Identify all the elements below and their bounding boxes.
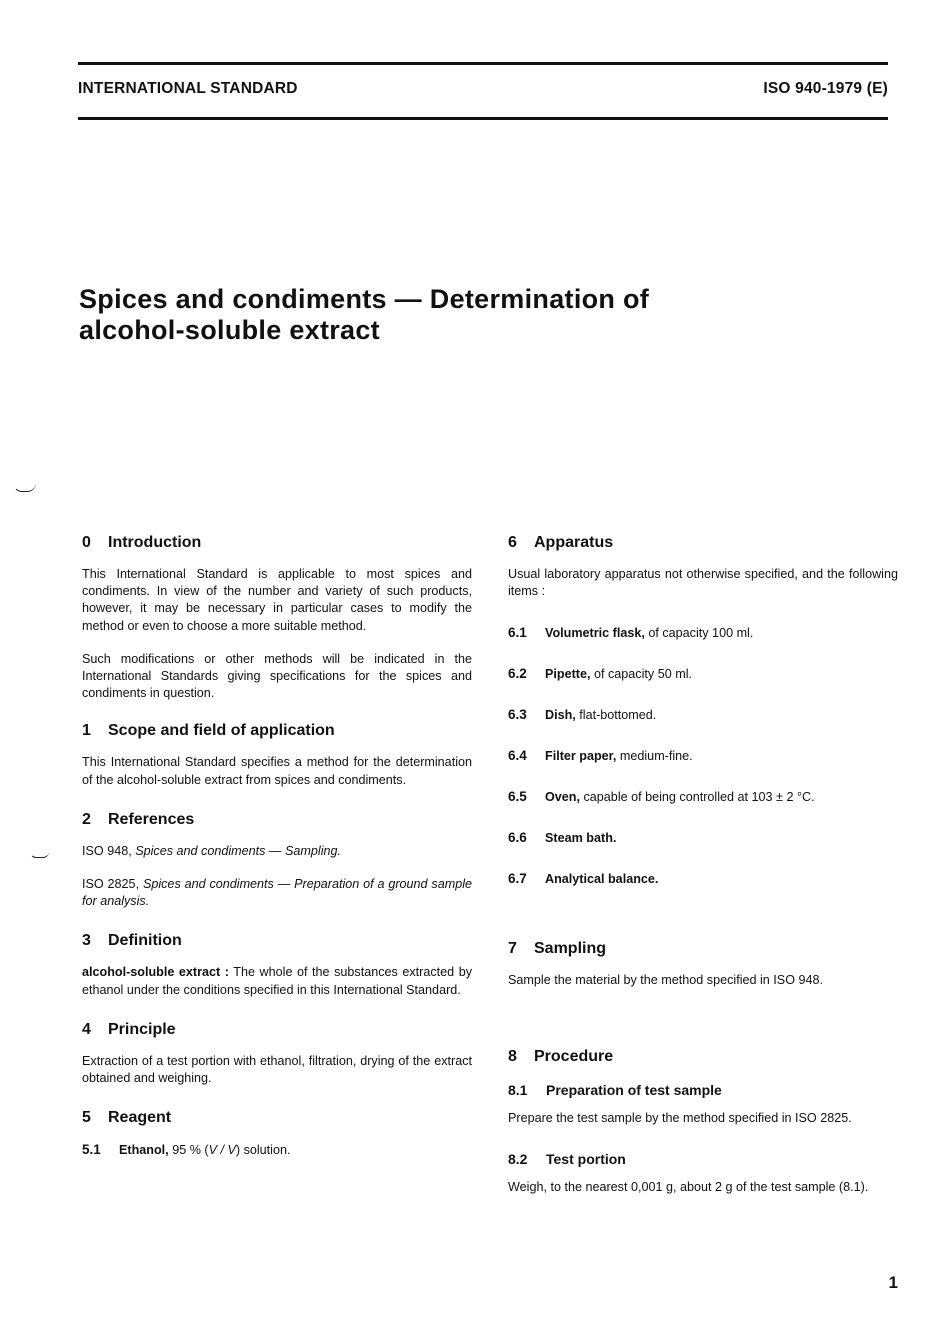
item-text: flat-bottomed. <box>579 708 657 723</box>
section-title: Definition <box>108 932 182 950</box>
paragraph: Usual laboratory apparatus not otherwise specified, and the following items : <box>508 567 898 599</box>
paragraph: This International Standard specifies a method for the determination of the alcohol-soluble extract from spices and condiments. <box>82 755 472 787</box>
right-column <box>508 532 898 1212</box>
defined-term: alcohol-soluble extract : <box>82 965 229 980</box>
item-number: 6.3 <box>508 707 527 723</box>
item-number: 6.6 <box>508 830 527 846</box>
item-text: capable of being controlled at 103 ± 2 °C. <box>583 790 815 805</box>
section-title: Procedure <box>534 1047 614 1065</box>
apparatus-item <box>508 747 898 765</box>
section-number: 3 <box>82 932 91 950</box>
section-number: 0 <box>82 534 91 551</box>
section-principle <box>82 1019 472 1087</box>
section-scope <box>82 720 472 788</box>
section-number: 4 <box>82 1020 91 1038</box>
item-text: of capacity 100 ml. <box>648 626 754 641</box>
section-title: Introduction <box>108 534 202 551</box>
section-sampling <box>508 938 898 989</box>
page-number: 1 <box>888 1273 898 1292</box>
item-text: of capacity 50 ml. <box>594 667 692 682</box>
item-name: Filter paper, <box>545 749 617 764</box>
apparatus-item <box>508 829 898 847</box>
section-introduction <box>82 532 472 702</box>
reference-code: ISO 2825, <box>82 877 140 892</box>
item-text: medium-fine. <box>619 749 693 764</box>
section-heading <box>508 532 898 554</box>
section-number: 5 <box>82 1109 91 1127</box>
subsection-heading <box>508 1149 898 1169</box>
document-title <box>79 284 839 346</box>
reference-item <box>82 843 472 860</box>
item-text: ) solution. <box>235 1143 291 1158</box>
reagent-item <box>82 1141 472 1159</box>
header-top-rule <box>78 62 888 65</box>
reference-code: ISO 948, <box>82 843 132 858</box>
item-name: Dish, <box>545 708 576 723</box>
standard-number: ISO 940-1979 (E) <box>763 80 888 97</box>
section-heading <box>82 930 472 952</box>
item-number: 5.1 <box>82 1142 101 1158</box>
item-name: Steam bath. <box>545 831 617 846</box>
section-title: Reagent <box>108 1109 172 1127</box>
title-line-1: Spices and condiments — Determination of <box>79 284 650 314</box>
apparatus-item <box>508 870 898 888</box>
item-number: 6.7 <box>508 871 527 887</box>
subsection-number: 8.1 <box>508 1081 528 1098</box>
subsection-title: Test portion <box>546 1150 626 1167</box>
item-text: 95 % ( <box>172 1143 209 1158</box>
margin-mark <box>13 483 36 492</box>
section-heading <box>82 809 472 831</box>
section-number: 2 <box>82 810 91 828</box>
apparatus-item <box>508 624 898 642</box>
paragraph: Sample the material by the method specified in ISO 948. <box>508 973 824 988</box>
paragraph: Weigh, to the nearest 0,001 g, about 2 g of the test sample (8.1). <box>508 1179 869 1194</box>
section-definition <box>82 930 472 998</box>
definition-text <box>82 964 472 998</box>
section-heading <box>82 1107 472 1129</box>
definition: The whole of the substances extracted by ethanol under the conditions specified in this International Standard. <box>82 965 473 997</box>
paragraph: Prepare the test sample by the method specified in ISO 2825. <box>508 1110 852 1125</box>
subsection-heading <box>508 1080 898 1100</box>
section-title: Apparatus <box>534 534 614 551</box>
section-procedure <box>508 1046 898 1196</box>
apparatus-item <box>508 788 898 806</box>
item-name: Analytical balance. <box>545 872 659 887</box>
paragraph: This International Standard is applicable to most spices and condiments. In view of the number and variety of such products, however, it may be necessary in particular cases to modify the method or even to choose a more suitable method. <box>82 567 472 633</box>
section-title: References <box>108 810 195 828</box>
subsection-title: Preparation of test sample <box>546 1081 722 1098</box>
paragraph: Such modifications or other methods will be indicated in the International Standards giving specifications for the spices and condiments in question. <box>82 651 472 701</box>
margin-mark <box>30 852 49 858</box>
section-title: Sampling <box>534 940 607 958</box>
section-heading <box>508 1046 898 1068</box>
section-title: Scope and field of application <box>108 722 335 740</box>
paragraph: Extraction of a test portion with ethanol, filtration, drying of the extract obtained and weighing. <box>82 1053 472 1086</box>
item-name: Pipette, <box>545 667 591 682</box>
reference-item <box>82 876 472 910</box>
apparatus-item <box>508 706 898 724</box>
reference-title: Spices and condiments — Sampling. <box>135 843 342 858</box>
section-heading <box>82 1019 472 1041</box>
section-number: 1 <box>82 722 91 740</box>
item-number: 6.5 <box>508 789 527 805</box>
section-heading <box>82 532 472 554</box>
item-name: Volumetric flask, <box>545 626 645 641</box>
item-number: 6.1 <box>508 625 527 641</box>
section-apparatus <box>508 532 898 888</box>
section-heading <box>508 938 898 960</box>
item-number: 6.4 <box>508 748 527 764</box>
title-line-2: alcohol-soluble extract <box>79 315 380 345</box>
section-number: 6 <box>508 534 517 551</box>
subsection-number: 8.2 <box>508 1150 528 1167</box>
item-name: Oven, <box>545 790 580 805</box>
section-reagent <box>82 1107 472 1159</box>
section-heading <box>82 720 472 742</box>
section-title: Principle <box>108 1020 176 1038</box>
item-number: 6.2 <box>508 666 527 682</box>
reference-title: Spices and condiments — Preparation of a ground sample for analysis. <box>82 877 473 909</box>
item-variable: V / V <box>208 1143 236 1158</box>
item-name: Ethanol, <box>119 1143 169 1158</box>
section-number: 8 <box>508 1047 517 1065</box>
left-column <box>82 532 472 1182</box>
apparatus-item <box>508 665 898 683</box>
section-references <box>82 809 472 911</box>
section-number: 7 <box>508 940 517 958</box>
document-type: INTERNATIONAL STANDARD <box>78 80 298 97</box>
header-bottom-rule <box>78 117 888 120</box>
